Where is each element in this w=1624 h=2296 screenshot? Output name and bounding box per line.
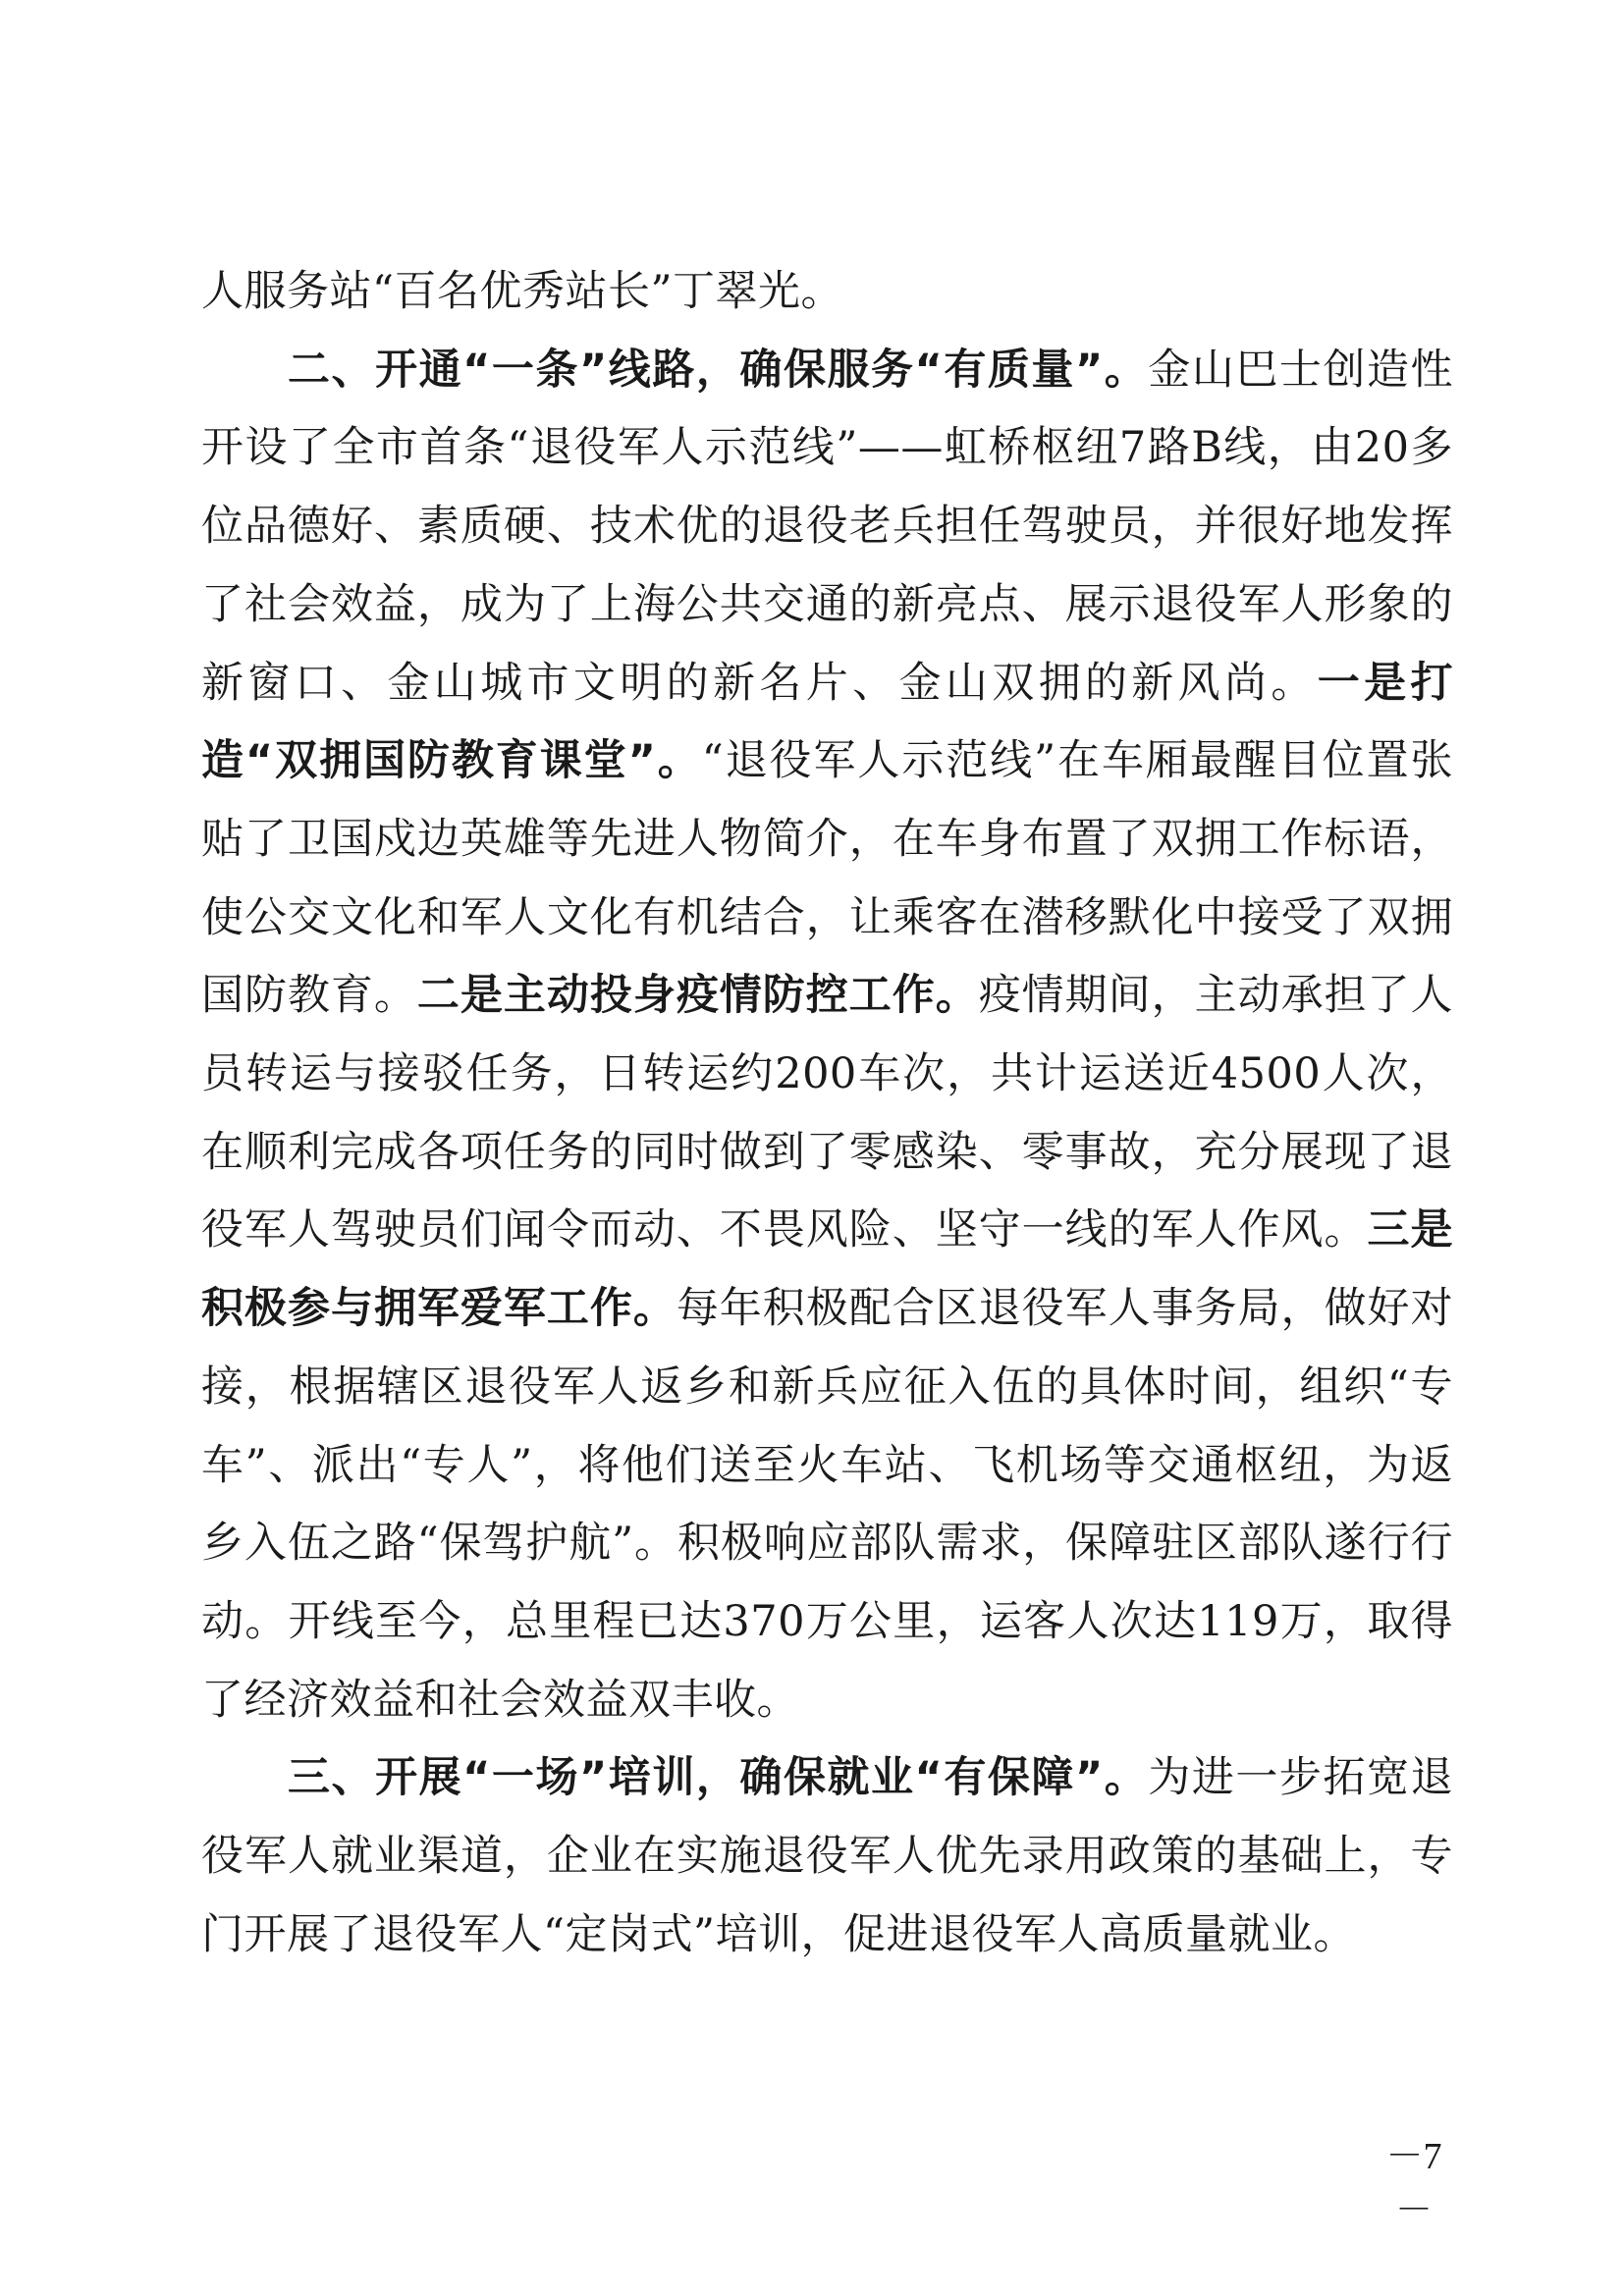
paragraph-section-three — [201, 1739, 1453, 1974]
page-number: －7－ — [1385, 2136, 1442, 2231]
paragraph-text: 疫情期间，主动承担了人员转运与接驳任务，日转运约200车次，共计运送近4500人次，在顺利完成各项任务的同时做到了零感染、零事故，充分展现了退役军人驾驶员们闻令而动、不畏风险、坚守一线的军人作风。 — [201, 971, 1454, 1255]
paragraph-text: 每年积极配合区退役军人事务局，做好对接，根据辖区退役军人返乡和新兵应征入伍的具体时间，组织“专车”、派出“专人”，将他们送至火车站、飞机场等交通枢纽，为返乡入伍之路“保驾护航”。积极响应部队需求，保障驻区部队遂行行动。开线至今，总里程已达370万公里，运客人次达119万，取得了经济效益和社会效益双丰收。 — [201, 1284, 1454, 1725]
paragraph-section-two — [201, 332, 1453, 1740]
section-heading: 三、开展“一场”培训，确保就业“有保障”。 — [288, 1753, 1149, 1803]
paragraph-text: 为进一步拓宽退役军人就业渠道，企业在实施退役军人优先录用政策的基础上，专门开展了退役军人“定岗式”培训，促进退役军人高质量就业。 — [201, 1753, 1454, 1959]
paragraph-continuation — [201, 253, 1453, 332]
subpoint-heading: 一是打造“双拥国防教育课堂”。 — [201, 658, 1454, 786]
subpoint-heading: 三是积极参与拥军爱军工作。 — [201, 1205, 1454, 1334]
document-body — [201, 253, 1453, 1974]
section-heading: 二、开通“一条”线路，确保服务“有质量”。 — [288, 345, 1149, 395]
paragraph-text: 人服务站“百名优秀站长”丁翠光。 — [201, 267, 843, 316]
paragraph-text: 金山巴士创造性开设了全市首条“退役军人示范线”——虹桥枢纽7路B线，由20多位品德好、素质硬、技术优的退役老兵担任驾驶员，并很好地发挥了社会效益，成为了上海公共交通的新亮点、展示退役军人形象的新窗口、金山城市文明的新名片、金山双拥的新风尚。 — [201, 345, 1454, 708]
subpoint-heading: 二是主动投身疫情防控工作。 — [416, 971, 979, 1021]
paragraph-text: “退役军人示范线”在车厢最醒目位置张贴了卫国戍边英雄等先进人物简介，在车身布置了双拥工作标语，使公交文化和军人文化有机结合，让乘客在潜移默化中接受了双拥国防教育。 — [201, 736, 1453, 1021]
